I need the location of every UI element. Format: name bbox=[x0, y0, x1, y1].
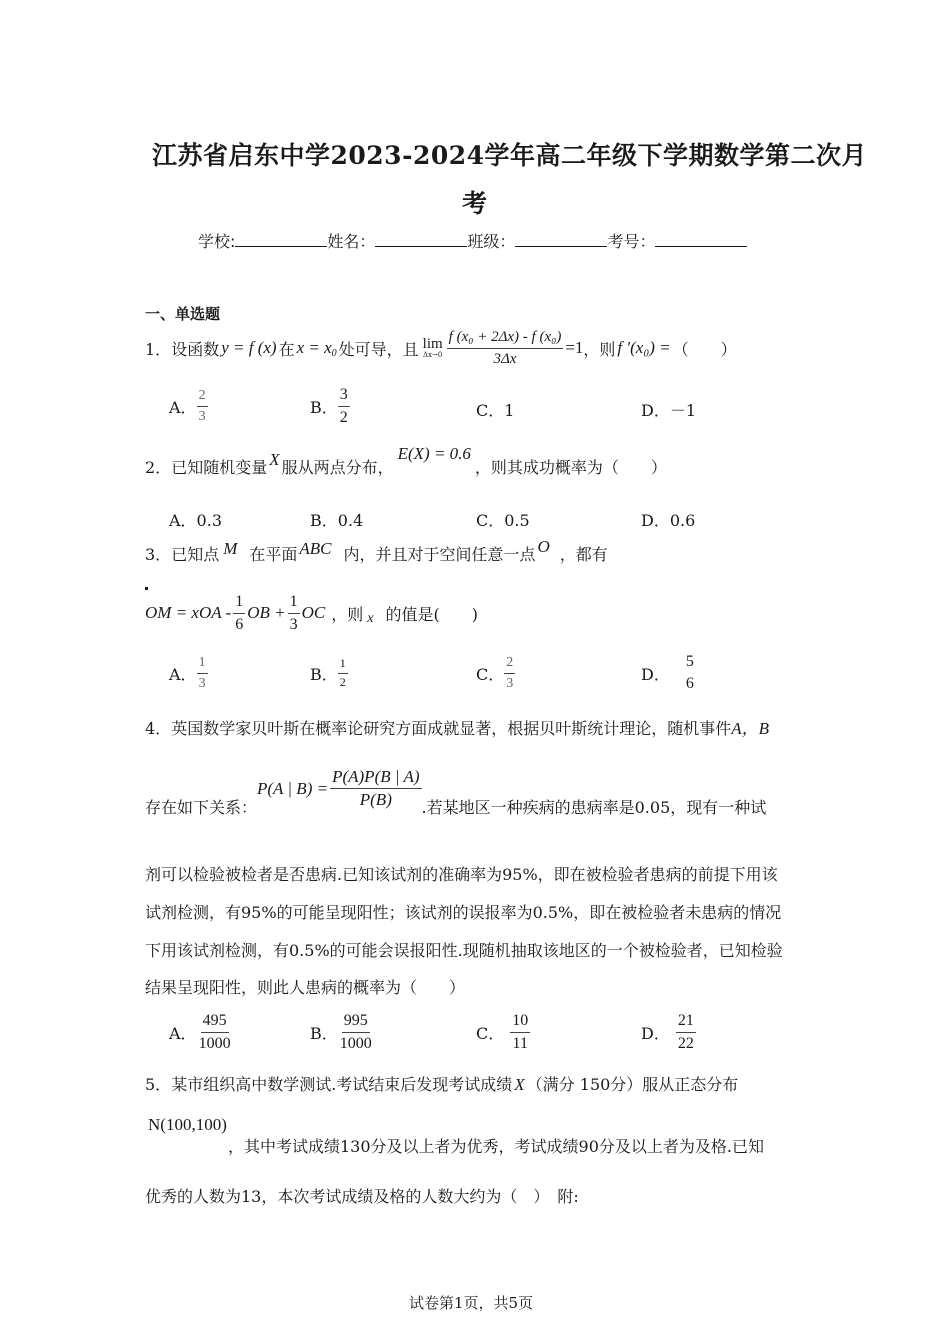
question-1 bbox=[145, 328, 737, 368]
q4-option-c[interactable]: C． $\frac{10}{11}$ bbox=[476, 1011, 529, 1052]
q2-option-c[interactable]: C．0.5 bbox=[476, 511, 530, 530]
q1-text: 设函数 bbox=[171, 339, 220, 359]
exam-title-line1: 江苏省启东中学2023-2024学年高二年级下学期数学第二次月 bbox=[152, 141, 868, 170]
q1-math-derivative: f ′(x₀) = bbox=[617, 338, 671, 357]
q4-option-d[interactable]: D． $\frac{21}{22}$ bbox=[641, 1011, 694, 1052]
q1-option-d[interactable]: D．－1 bbox=[641, 401, 697, 420]
student-info-line bbox=[198, 229, 747, 252]
question-4-line6: 结果呈现阳性，则此人患病的概率为（ ） bbox=[145, 978, 466, 997]
q3-option-d[interactable]: D． 5 6 bbox=[641, 653, 694, 692]
q3-option-b[interactable]: B． $\frac{1}{2}$ bbox=[310, 656, 346, 689]
q2-option-a[interactable]: A．0.3 bbox=[169, 511, 223, 530]
name-label: 姓名： bbox=[327, 232, 376, 251]
q1-text: 在 bbox=[278, 339, 295, 359]
question-4-line4: 试剂检测，有95%的可能呈现阳性；该试剂的误报率为0.5%，即在被检验者未患病的情况 bbox=[145, 903, 782, 922]
bayes-formula: P(A | B) = $\frac{P(A)P(B | A)}{P(B)}$ bbox=[257, 766, 420, 810]
q4-option-b[interactable]: B． $\frac{995}{1000}$ bbox=[310, 1011, 372, 1052]
q3-vector-equation: OM = xOA - $\frac{1}{6}$ OB + $\frac{1}{3}$ OC ，则 x 的值是( ) bbox=[145, 592, 478, 633]
q1-limit-fraction: $\frac{\text{f (x₀ + 2Δx) - f (x₀)}}{3\Delta x}$ bbox=[448, 329, 562, 367]
class-label: 班级： bbox=[467, 232, 516, 251]
q1-option-c[interactable]: C．1 bbox=[476, 401, 515, 420]
question-4-line2: 存在如下关系： P(A | B) = $\frac{P(A)P(B | A)}{P(B)}$ .若某地区一种疾病的患病率是0.05，现有一种试 bbox=[145, 766, 767, 817]
question-5-line3: 优秀的人数为13，本次考试成绩及格的人数大约为（ ） 附: bbox=[145, 1187, 579, 1206]
question-5-line2: ，其中考试成绩130分及以上者为优秀，考试成绩90分及以上者为及格.已知 bbox=[228, 1137, 764, 1156]
question-5-line1: 5．某市组织高中数学测试.考试结束后发现考试成绩 X （满分 150分）服从正态分布 bbox=[145, 1075, 739, 1094]
q2-option-b[interactable]: B．0.4 bbox=[310, 511, 364, 530]
class-blank[interactable] bbox=[515, 232, 607, 247]
number-blank[interactable] bbox=[655, 232, 747, 247]
question-4-line1: 4．英国数学家贝叶斯在概率论研究方面成就显著，根据贝叶斯统计理论，随机事件A，B bbox=[145, 719, 769, 738]
q1-text: 处可导，且 bbox=[338, 339, 419, 359]
q1-number: 1． bbox=[145, 339, 172, 359]
q2-var-x: X bbox=[269, 450, 280, 469]
section-heading: 一、单选题 bbox=[145, 305, 221, 323]
q1-text: ，则 bbox=[583, 339, 616, 359]
question-2: 2． 已知随机变量 X 服从两点分布， E(X) = 0.6 ，则其成功概率为（ ） bbox=[145, 444, 667, 477]
exam-title-line2: 考 bbox=[462, 189, 488, 218]
question-4-line3: 剂可以检验被检者是否患病.已知该试剂的准确率为95%，即在被检验者患病的前提下用该 bbox=[145, 865, 778, 884]
q2-expectation: E(X) = 0.6 bbox=[397, 444, 471, 463]
q3-option-c[interactable]: C． $\frac{2}{3}$ bbox=[476, 655, 514, 691]
q2-option-d[interactable]: D．0.6 bbox=[641, 511, 696, 530]
question-4-line5: 下用该试剂检测，有0.5%的可能会误报阳性.现随机抽取该地区的一个被检验者，已知检验 bbox=[145, 941, 783, 960]
school-blank[interactable] bbox=[235, 232, 327, 247]
q5-normal-distribution: N(100,100) bbox=[148, 1115, 227, 1134]
question-3: 3． 已知点 M 在平面 ABC 内，并且对于空间任意一点 O ，都有 bbox=[145, 537, 608, 564]
q3-option-a[interactable]: A． $\frac{1}{3}$ bbox=[169, 655, 206, 691]
q1-text: （ ） bbox=[672, 339, 737, 359]
q1-limit: lim Δx→0 bbox=[422, 336, 443, 359]
name-blank[interactable] bbox=[375, 232, 467, 247]
page-footer: 试卷第1页，共5页 bbox=[409, 1294, 534, 1312]
q1-option-b[interactable]: B． $\frac{3}{2}$ bbox=[310, 385, 348, 426]
q1-option-a[interactable]: A． $\frac{2}{3}$ bbox=[169, 388, 206, 424]
q4-option-a[interactable]: A． $\frac{495}{1000}$ bbox=[169, 1011, 231, 1052]
school-label: 学校: bbox=[198, 232, 236, 251]
q1-math-equals: =1 bbox=[565, 338, 584, 357]
q1-math-function: y = f (x) bbox=[221, 338, 277, 357]
number-label: 考号： bbox=[607, 232, 656, 251]
q1-math-point: $x = x_0$ bbox=[296, 337, 337, 359]
